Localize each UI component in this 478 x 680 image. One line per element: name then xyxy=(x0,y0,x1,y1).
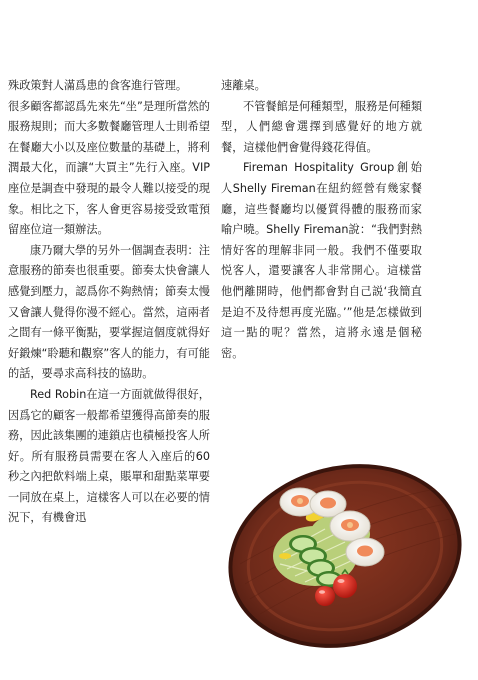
article-right-column xyxy=(221,76,422,364)
paragraph: 很多顧客都認爲先來先“坐”是理所當然的服務規則；而大多數餐廳管理人士則希望在餐廳大小以及座位數量的基礎上，將利潤最大化，而讓“大買主”先行入座。VIP座位是調查中發現的最令人難以接受的現象。相比之下，客人會更容易接受致電預留座位這一類辦法。 xyxy=(8,99,210,237)
food-tray-photo xyxy=(225,464,465,650)
paragraph: Fireman Hospitality Group創始人Shelly Fireman在紐約經營有幾家餐廳，這些餐廳均以優質得體的服務而家喻户曉。Shelly Fireman說：“我們對熱情好客的理解非同一般。我們不僅要取悦客人，還要讓客人非常開心。這樣當他們離開時，他們都會對自己説‘我簡直是迫不及待想再度光臨。’”他是怎樣做到這一點的呢？當然，這將永遠是個秘密。 xyxy=(221,161,422,360)
paragraph: Red Robin在這一方面就做得很好，因爲它的顧客一般都希望獲得高節奏的服務，因此該集團的連鎖店也積極投客人所好。所有服務員需要在客人入座后的60秒之內把飲料端上桌，賬單和甜點菜單要一同放在桌上，這樣客人可以在必要的情況下，有機會迅 xyxy=(8,387,210,525)
article-left-column xyxy=(8,76,210,529)
paragraph: 康乃爾大學的另外一個調查表明：注意服務的節奏也很重要。節奏太快會讓人感覺到壓力，認爲你不夠熱情；節奏太慢又會讓人覺得你漫不經心。當然，這兩者之間有一條平衡點，要掌握這個度就得好好鍛煉“聆聽和觀察”客人的能力，有可能的話，要尋求高科技的協助。 xyxy=(8,243,210,381)
paragraph: 速離桌。 xyxy=(221,79,266,92)
paragraph: 殊政策對人滿爲患的食客進行管理。 xyxy=(8,79,188,92)
paragraph: 不管餐館是何種類型，服務是何種類型，人們總會選擇到感覺好的地方就餐，這樣他們會覺得錢花得值。 xyxy=(221,99,423,154)
